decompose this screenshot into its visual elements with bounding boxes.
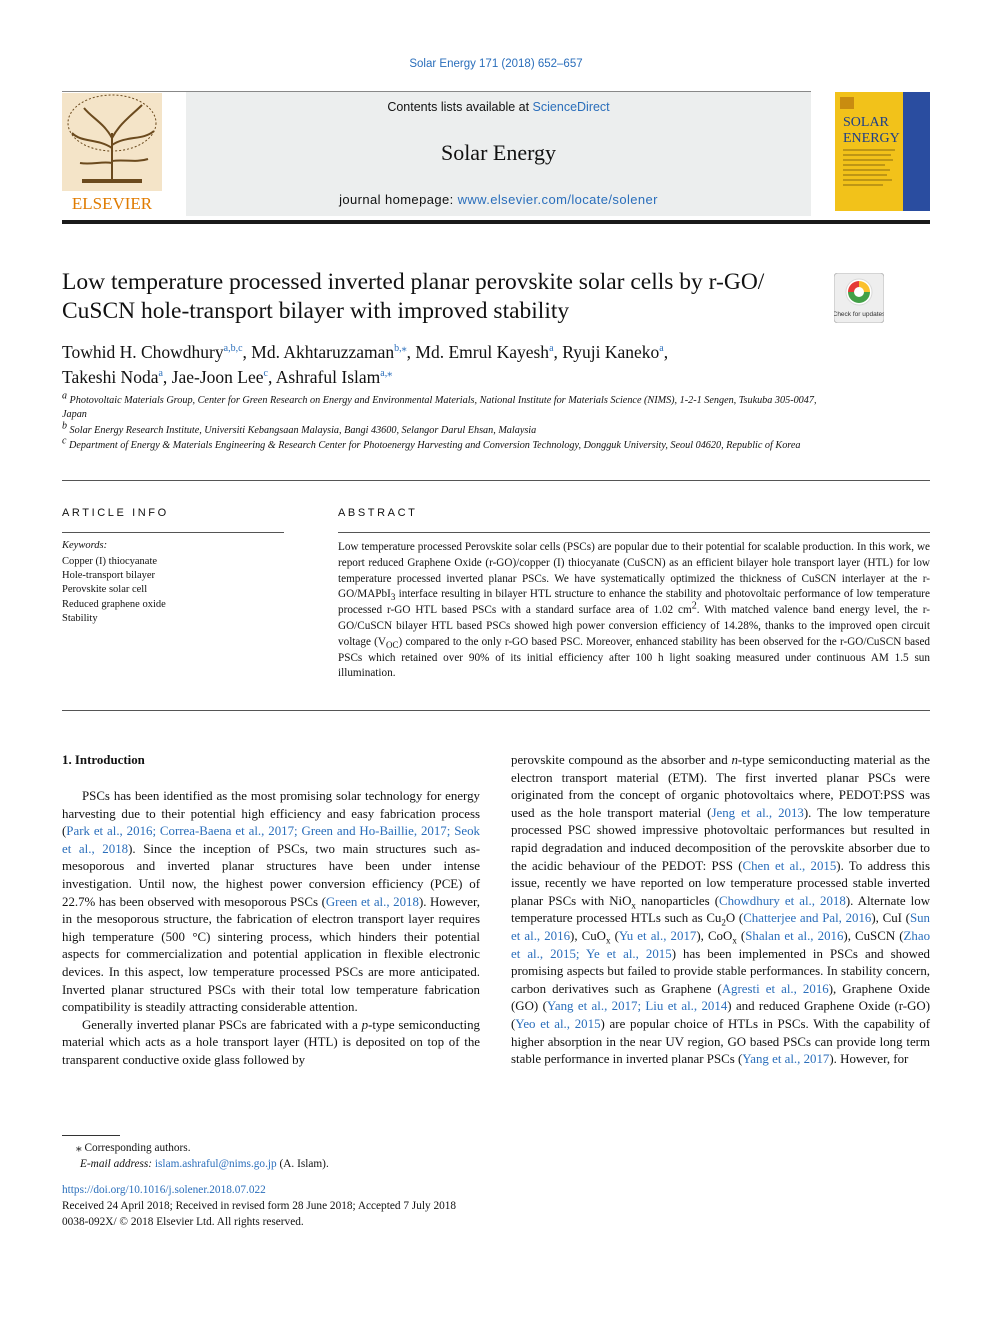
cover-title-energy: ENERGY: [843, 131, 900, 146]
author-affiliation-marker[interactable]: a,b,c: [223, 343, 243, 355]
intro-left-column: [62, 788, 480, 1070]
citation-link[interactable]: Sun et al., 2016: [511, 911, 930, 943]
keyword: Copper (I) thiocyanate: [62, 556, 158, 567]
text-run: perovskite compound as the absorber and: [511, 753, 732, 767]
keyword: Reduced graphene oxide: [62, 598, 166, 610]
contents-prefix: Contents lists available at: [387, 100, 533, 114]
text-run: ). To address this issue, recently we have reported on low temperature processed stable inverted planar PSCs with NiO: [511, 858, 930, 908]
text-run: PSCs has been identified as the most promising solar technology for energy harvesting due to their potential high efficiency and easy fabrication process (: [62, 789, 480, 839]
citation-link[interactable]: Zhao et al., 2015; Ye et al., 2015: [511, 928, 931, 961]
article-info-rule: [62, 532, 284, 533]
citation-link[interactable]: Park et al., 2016; Correa-Baena et al., 2017; Green and Ho-Baillie, 2017; Seok et al., 2018: [62, 824, 480, 856]
intro-right-column: [511, 752, 930, 1069]
keyword: Hole-transport bilayer: [62, 570, 156, 582]
abstract-rule: [338, 532, 930, 533]
publication-info: [62, 1182, 456, 1230]
text-run: -type semiconducting material which acts as a hole transport layer (HTL) is deposited on top of the transparent conductive oxide glass followed by: [62, 1017, 480, 1067]
affiliation-c: $^c$ Department of Energy & Materials Engineering & Research Center for Photoenergy Harvesting and Conversion Technology, Dongguk University, Seoul 04620, Republic of Korea: [62, 435, 801, 451]
citation-link[interactable]: Yang et al., 2017; Liu et al., 2014: [546, 999, 728, 1014]
text-run: ). However, for: [829, 1052, 909, 1067]
text-run: ), CuO: [570, 928, 606, 943]
author-list: Towhid H. Chowdhury$^{a,b,c}$, Md. Akhtaruzzaman$^{b,⁎}$, Md. Emrul Kayesh$^a$, Ryuji Kaneko$^a$, Takeshi Noda$^a$, Jae-Joon Lee$^c$, Ashraful Islam$^{a,⁎}$: [62, 342, 669, 387]
sciencedirect-link[interactable]: ScienceDirect: [532, 100, 610, 114]
author-affiliation-marker[interactable]: b,⁎: [394, 343, 407, 355]
journal-title: Solar Energy: [440, 140, 557, 165]
keywords-list: [62, 555, 166, 626]
keyword: Stability: [62, 612, 98, 624]
received-dates: Received 24 April 2018; Received in revised form 28 June 2018; Accepted 7 July 2018: [62, 1200, 457, 1212]
author-name: Towhid H. Chowdhury: [62, 342, 224, 362]
citation-link[interactable]: Chen et al., 2015: [742, 858, 837, 873]
text-run: -type semiconducting material as the electron transport material (ETM). The first inverted planar PSCs were originated from the concept of organic photovoltaics where, PEDOT:PSS was used as the hole transport material (: [511, 753, 930, 820]
subscript: x: [631, 900, 636, 911]
author-affiliation-marker[interactable]: a,⁎: [380, 368, 393, 380]
subscript: x: [732, 935, 737, 946]
intro-paragraph: [62, 788, 480, 1017]
paper-title: Low temperature processed inverted planar perovskite solar cells by r-GO/ CuSCN hole-transport bilayer with improved stability: [62, 269, 765, 324]
introduction-heading: 1. Introduction: [62, 753, 145, 767]
check-for-updates-button[interactable]: [834, 273, 884, 323]
text-run: ), CuSCN (: [843, 928, 904, 943]
journal-cover-image: [835, 92, 930, 211]
text-run: (: [610, 928, 619, 943]
italic-run: n: [731, 753, 738, 767]
affiliation-text: Solar Energy Research Institute, Universiti Kebangsaan Malaysia, Bangi 43600, Selangor Darul Ehsan, Malaysia: [69, 424, 537, 436]
elsevier-logo: [62, 93, 162, 213]
journal-reference-link[interactable]: Solar Energy 171 (2018) 652–657: [409, 58, 583, 70]
text-run: ) are popular choice of HTLs in PSCs. With the capability of higher absorption in the near UV region, GO based PSCs can provide long term stable performance in inverted planar PSCs (: [511, 1016, 931, 1067]
intro-paragraph: [62, 1017, 480, 1070]
citation-link[interactable]: Shalan et al., 2016: [745, 928, 844, 943]
keywords-label: Keywords:: [62, 540, 108, 551]
author-affiliation-marker[interactable]: a: [158, 368, 163, 380]
author-name: Jae-Joon Lee: [171, 367, 264, 387]
section-rule: [62, 710, 930, 711]
text-run: (: [736, 928, 746, 943]
text-run: ), CuI (: [871, 911, 910, 926]
citation-link[interactable]: Chatterjee and Pal, 2016: [743, 911, 872, 926]
journal-homepage-line: [186, 192, 811, 207]
copyright: 0038-092X/ © 2018 Elsevier Ltd. All rights reserved.: [62, 1216, 304, 1228]
author-affiliation-marker[interactable]: a: [659, 343, 664, 355]
email-link[interactable]: islam.ashraful@nims.go.jp: [154, 1158, 277, 1170]
affiliation-a: $^a$ Photovoltaic Materials Group, Center for Green Research on Energy and Environmental Materials, National Institute for Materials Science (NIMS), 1-2-1 Sengen, Tsukuba 305-0047, Japan: [62, 390, 817, 421]
article-info-heading: ARTICLE INFO: [62, 507, 169, 519]
text-run: ) and reduced Graphene Oxide (r-GO) (: [511, 999, 930, 1031]
author-name: Ryuji Kaneko: [562, 342, 660, 362]
citation-link[interactable]: Yeo et al., 2015: [515, 1016, 601, 1031]
crossmark-label: Check for updates: [834, 311, 884, 318]
abstract-heading: ABSTRACT: [338, 507, 418, 519]
intro-paragraph: [511, 752, 930, 1069]
affiliation-text: Department of Energy & Materials Engineering & Research Center for Photoenergy Harvesting and Conversion Technology, Dongguk University, Seoul 04620, Republic of Korea: [69, 439, 801, 451]
author-name: Md. Akhtaruzzaman: [251, 342, 395, 362]
cover-title-solar: SOLAR: [843, 115, 889, 130]
footnotes: [62, 1140, 329, 1172]
citation-link[interactable]: Jeng et al., 2013: [711, 805, 804, 820]
text-run: ), CoO: [696, 928, 733, 943]
citation-link[interactable]: Yu et al., 2017: [618, 928, 697, 943]
citation-link[interactable]: Green et al., 2018: [325, 894, 419, 909]
text-run: ), Graphene Oxide (GO) (: [511, 981, 930, 1014]
text-run: ) has been implemented in PSCs and showed promising aspects but failed to provide stable performances. In stability concern, carbon derivatives such as Graphene (: [511, 946, 930, 996]
subscript: x: [606, 935, 611, 946]
text-run: ). Since the inception of PSCs, two main structures such as- mesoporous and inverted planar structures have been under intense investigation. Until now, the highest power conversion efficiency (PCE) of 22.7% has been observed with mesoporous PSCs (: [62, 841, 481, 909]
homepage-prefix: journal homepage:: [339, 192, 458, 207]
author-affiliation-marker[interactable]: a: [549, 343, 554, 355]
header-thick-rule: [62, 220, 930, 224]
doi-link[interactable]: https://doi.org/10.1016/j.solener.2018.07.022: [62, 1184, 266, 1196]
section-rule: [62, 480, 930, 481]
citation-link[interactable]: Yang et al., 2017: [742, 1052, 830, 1067]
citation-link[interactable]: Chowdhury et al., 2018: [719, 893, 846, 908]
text-run: O (: [725, 911, 744, 926]
text-run: ). Alternate low temperature processed HTLs such as Cu: [511, 893, 931, 926]
affiliations: [62, 390, 822, 454]
email-note: [62, 1156, 329, 1172]
italic-run: p: [361, 1017, 369, 1032]
elsevier-wordmark: ELSEVIER: [71, 194, 153, 213]
email-suffix: (A. Islam).: [276, 1158, 329, 1170]
text-run: nanoparticles (: [635, 893, 719, 908]
affiliation-text: Photovoltaic Materials Group, Center for Green Research on Energy and Environmental Materials, National Institute for Materials Science (NIMS), 1-2-1 Sengen, Tsukuba 305-0047, Japan: [62, 395, 817, 421]
journal-homepage-link[interactable]: www.elsevier.com/locate/solener: [457, 192, 658, 207]
abstract-text: Low temperature processed Perovskite solar cells (PSCs) are popular due to their potential for scalable production. In this work, we report reduced Graphene Oxide (r-GO)/copper (I) thiocyanate (CuSCN) as an efficient bilayer hole transport layer (HTL) for low temperature processed inverted planar PSCs. We have systematically optimized the thickness of CuSCN interlayer at the r-GO/MAPbI$_3$ interface resulting in bilayer HTL structure to enhance the stability and photovoltaic performance of low temperature processed r-GO HTL based PSCs with a standard surface area of 1.02 $cm^2$. With matched valence band energy level, the r-GO/CuSCN bilayer HTL based PSCs showed high power conversion efficiency of 14.28%, thanks to the improved open circuit voltage $(V_{OC})$ compared to the only r-GO based PSC. Moreover, enhanced stability has been observed for the r-GO/CuSCN based PSCs which retained over 90% of its initial efficiency after 100 h light soaking measured under continuous AM 1.5 sun illumination.: [338, 541, 931, 680]
author-name: Ashraful Islam: [275, 367, 381, 387]
author-name: Takeshi Noda: [62, 367, 159, 387]
citation-link[interactable]: Agresti et al., 2016: [721, 981, 829, 996]
text-run: ). However, in the mesoporous structure, the fabrication of electron transport layer requires high temperature (500 °C) sintering process, which hinders their potential aspects for commercialization and potential application in flexible electronic devices. In this aspect, low temperature processed PSCs are more anticipated. Inverted planar structured PSCs with their total low temperature fabrication compatibility is steadily attracting considerable attention.: [62, 894, 480, 1015]
author-name: Md. Emrul Kayesh: [415, 342, 550, 362]
text-run: Generally inverted planar PSCs are fabricated with a: [82, 1017, 362, 1032]
corresponding-note: ⁎ Corresponding authors.: [76, 1142, 191, 1154]
keyword: Perovskite solar cell: [62, 584, 148, 596]
footnote-rule: [62, 1135, 120, 1136]
subscript: 2: [721, 917, 726, 928]
email-label: E-mail address:: [80, 1158, 155, 1170]
author-affiliation-marker[interactable]: c: [263, 368, 268, 380]
contents-line: [186, 100, 811, 114]
text-run: ). The low temperature processed PSC showed impressive photovoltaic performances but resulted in rapid degradation and induced decomposition of the perovskite absorber due to the acidic behaviour of the PEDOT: PSS (: [511, 805, 930, 873]
affiliation-b: $^b$ Solar Energy Research Institute, Universiti Kebangsaan Malaysia, Bangi 43600, Selangor Darul Ehsan, Malaysia: [62, 420, 537, 436]
